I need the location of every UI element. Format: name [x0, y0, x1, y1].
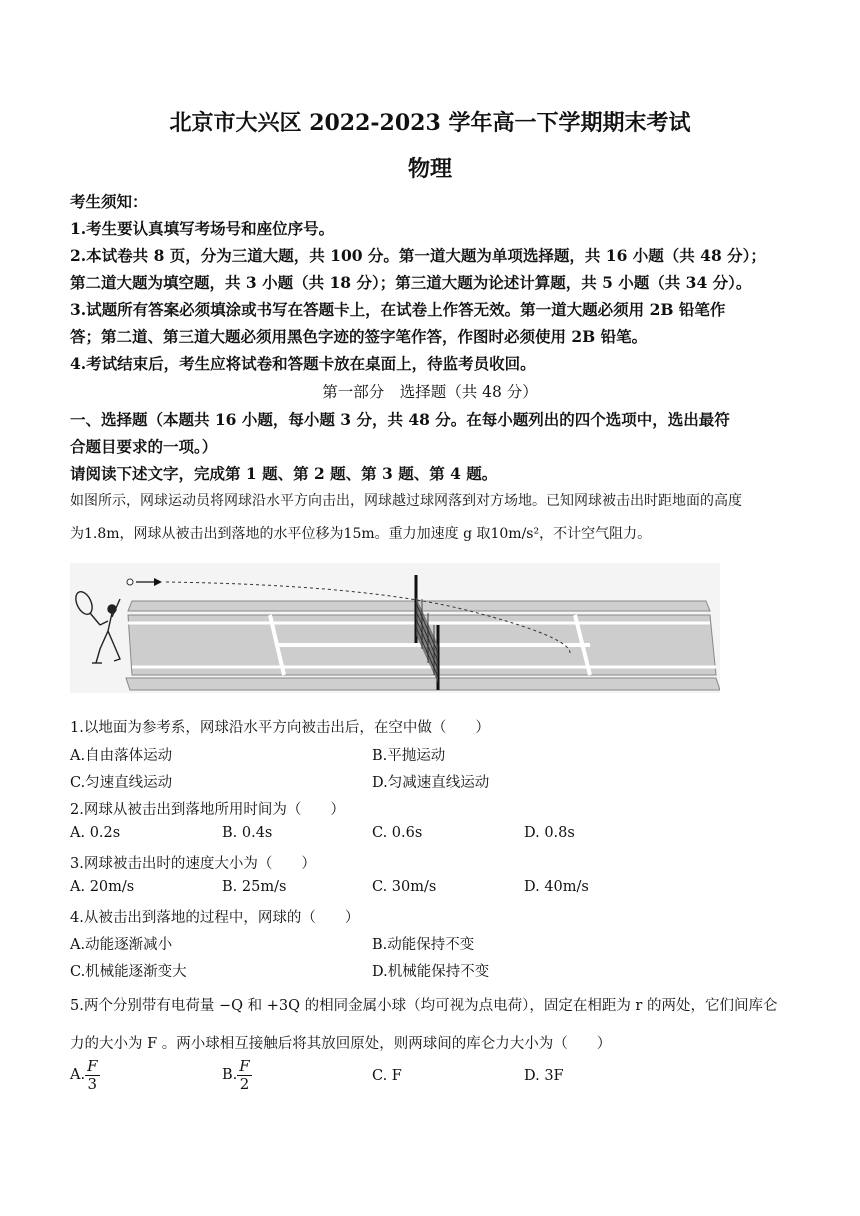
section-instruction-cont: 合题目要求的一项。） — [70, 437, 218, 456]
notice-item: 2.本试卷共 8 页，分为三道大题，共 100 分。第一道大题为单项选择题，共 16 小题（共 48 分）； — [70, 246, 766, 265]
option-b[interactable]: B. 0.4s — [222, 825, 273, 841]
option-c[interactable]: C. F — [372, 1068, 402, 1084]
option-d[interactable]: D. 0.8s — [524, 825, 575, 841]
option-a[interactable]: A. 20m/s — [70, 879, 135, 895]
option-c[interactable]: C. 0.6s — [372, 825, 423, 841]
notice-item: 第二道大题为填空题，共 3 小题（共 18 分）；第三道大题为论述计算题，共 5 小题（共 34 分）。 — [70, 273, 752, 292]
option-c[interactable]: C.机械能逐渐变大 — [70, 964, 187, 980]
question-stem-cont: 力的大小为 F 。两小球相互接触后将其放回原处，则两球间的库仑力大小为（ ） — [70, 1036, 612, 1052]
fraction-numerator: F — [239, 1057, 250, 1075]
option-b-label: B. — [222, 1067, 238, 1083]
fraction-denominator: 3 — [87, 1074, 98, 1093]
fraction-f-over-3 — [85, 1058, 99, 1092]
fraction-f-over-2 — [237, 1058, 251, 1092]
exam-title: 北京市大兴区 2022-2023 学年高一下学期期末考试 — [169, 110, 691, 136]
passage-line: 为1.8m，网球从被击出到落地的水平位移为15m。重力加速度 g 取10m/s²，不计空气阻力。 — [70, 526, 652, 542]
option-a[interactable]: A.动能逐渐减小 — [70, 937, 173, 953]
section-instruction: 一、选择题（本题共 16 小题，每小题 3 分，共 48 分。在每小题列出的四个选项中，选出最符 — [70, 410, 730, 429]
option-d[interactable]: D.匀减速直线运动 — [372, 775, 490, 791]
option-a[interactable]: A.自由落体运动 — [70, 748, 173, 764]
option-c[interactable]: C.匀速直线运动 — [70, 775, 173, 791]
part1-heading: 第一部分 选择题（共 48 分） — [322, 383, 538, 401]
notice-item: 3.试题所有答案必须填涂或书写在答题卡上，在试卷上作答无效。第一道大题必须用 2B 铅笔作 — [70, 300, 726, 319]
option-d[interactable]: D. 3F — [524, 1068, 564, 1084]
option-b[interactable] — [222, 1058, 252, 1092]
notice-heading: 考生须知： — [70, 192, 148, 211]
option-b[interactable]: B.平抛运动 — [372, 748, 446, 764]
option-b[interactable]: B. 25m/s — [222, 879, 287, 895]
passage-line: 如图所示，网球运动员将网球沿水平方向击出，网球越过球网落到对方场地。已知网球被击出时距地面的高度 — [70, 493, 742, 509]
fraction-numerator: F — [87, 1057, 98, 1075]
option-a-label: A. — [70, 1067, 86, 1083]
option-a[interactable] — [70, 1058, 100, 1092]
question-stem: 5.两个分别带有电荷量 −Q 和 +3Q 的相同金属小球（均可视为点电荷），固定在相距为 r 的两处，它们间库仑 — [70, 998, 778, 1014]
tennis-court-figure — [70, 563, 720, 693]
question-stem: 4.从被击出到落地的过程中，网球的（ ） — [70, 910, 360, 926]
question-stem: 2.网球从被击出到落地所用时间为（ ） — [70, 802, 345, 818]
notice-item: 1.考生要认真填写考场号和座位序号。 — [70, 219, 335, 238]
option-c[interactable]: C. 30m/s — [372, 879, 437, 895]
option-b[interactable]: B.动能保持不变 — [372, 937, 475, 953]
fraction-denominator: 2 — [239, 1074, 250, 1093]
reading-prompt: 请阅读下述文字，完成第 1 题、第 2 题、第 3 题、第 4 题。 — [70, 464, 498, 483]
option-a[interactable]: A. 0.2s — [70, 825, 121, 841]
subject-title: 物理 — [407, 156, 452, 182]
notice-item: 答；第二道、第三道大题必须用黑色字迹的签字笔作答，作图时必须使用 2B 铅笔。 — [70, 327, 648, 346]
option-d[interactable]: D.机械能保持不变 — [372, 964, 490, 980]
notice-item: 4.考试结束后，考生应将试卷和答题卡放在桌面上，待监考员收回。 — [70, 354, 536, 373]
option-d[interactable]: D. 40m/s — [524, 879, 589, 895]
question-stem: 3.网球被击出时的速度大小为（ ） — [70, 856, 316, 872]
question-stem: 1.以地面为参考系，网球沿水平方向被击出后，在空中做（ ） — [70, 720, 490, 736]
